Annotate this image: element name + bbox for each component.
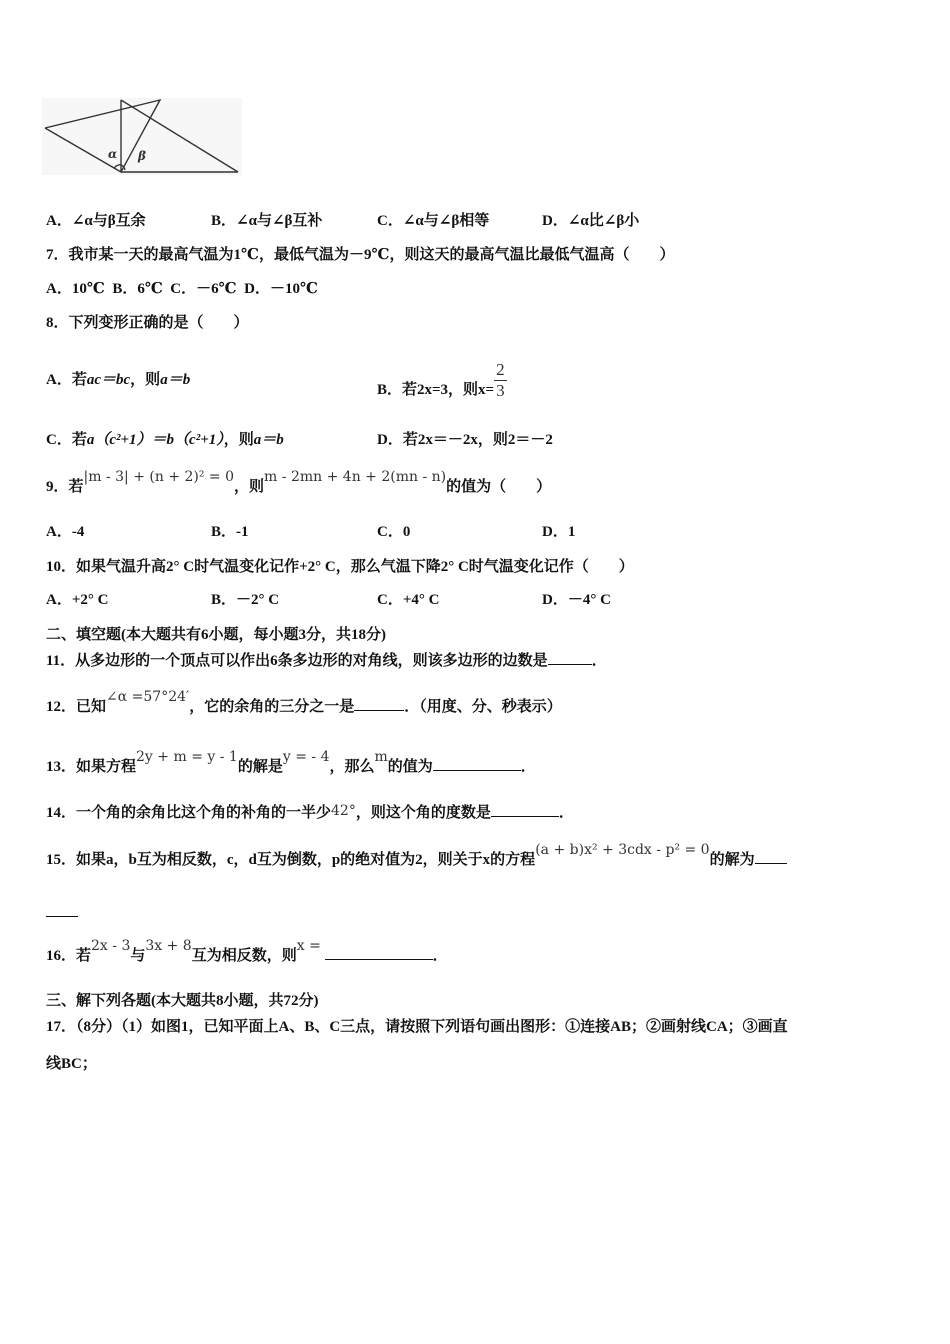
answer-blank[interactable] xyxy=(548,650,592,665)
text: ． xyxy=(520,759,536,775)
q16-text xyxy=(46,938,448,966)
math-expr: 3x + 8 xyxy=(145,938,192,954)
q9-text xyxy=(46,469,552,497)
section-2-heading: 二、填空题(本大题共有6小题，每小题3分，共18分) xyxy=(46,627,386,643)
option-b: B．-1 xyxy=(211,524,249,540)
option-a: A．-4 xyxy=(46,524,85,540)
text: 的值为 xyxy=(387,759,433,775)
q12-text xyxy=(46,689,562,717)
answer-blank[interactable] xyxy=(755,849,787,864)
option-c: C．0 xyxy=(377,524,411,540)
math-expr: 2x - 3 xyxy=(91,938,131,954)
q14-text xyxy=(46,802,574,823)
text: ． xyxy=(591,653,607,669)
answer-blank[interactable] xyxy=(491,802,559,817)
option-c: C．∠α与∠β相等 xyxy=(377,213,490,229)
alpha-label: α xyxy=(108,147,118,161)
q10-text: 10．如果气温升高2° C时气温变化记作+2° C，那么气温下降2° C时气温变化记作（ ） xyxy=(46,559,634,575)
fraction xyxy=(494,360,507,401)
option-d: D．∠α比∠β小 xyxy=(542,213,640,229)
option-c: C．+4° C xyxy=(377,592,440,608)
math-expr: x = xyxy=(296,938,321,954)
q17-line1: 17．（8分）（1）如图1，已知平面上A、B、C三点，请按照下列语句画出图形：①连接AB；②画射线CA；③画直 xyxy=(46,1019,788,1035)
text: ，则 xyxy=(223,432,254,448)
triangles-diagram xyxy=(42,98,242,175)
text: 15．如果a，b互为相反数，c，d互为倒数，p的绝对值为2，则关于x的方程 xyxy=(46,852,536,868)
math-expr: |m - 3| + (n + 2)² = 0 xyxy=(83,469,235,485)
math: ac＝bc xyxy=(86,372,131,388)
text: A．若 xyxy=(46,372,87,388)
text: 的解是 xyxy=(237,759,283,775)
q8-option-b xyxy=(377,360,507,411)
q15-blank-continued xyxy=(46,902,78,923)
option-a: A．10℃ xyxy=(46,281,105,297)
text: C．若 xyxy=(46,432,87,448)
q7-options xyxy=(46,279,318,299)
section-3-heading: 三、解下列各题(本大题共8小题，共72分) xyxy=(46,993,319,1009)
text: ，则 xyxy=(130,372,161,388)
q8-option-d: D．若2x＝－2x，则2＝－2 xyxy=(377,432,553,448)
text: 9．若 xyxy=(46,479,84,495)
math: a＝b xyxy=(253,432,284,448)
math-expr: (a + b)x² + 3cdx - p² = 0 xyxy=(535,842,710,858)
option-d: D．－4° C xyxy=(542,592,611,608)
text: 11．从多边形的一个顶点可以作出6条多边形的对角线，则该多边形的边数是 xyxy=(46,653,548,669)
text: 与 xyxy=(130,948,146,964)
math-expr: 42° xyxy=(331,803,356,819)
q13-text xyxy=(46,749,536,777)
option-d: D．－10℃ xyxy=(244,281,318,297)
q11-text xyxy=(46,650,607,671)
text: ，那么 xyxy=(329,759,375,775)
text: 16．若 xyxy=(46,948,92,964)
math-expr: 2y + m = y - 1 xyxy=(136,749,238,765)
q15-text xyxy=(46,842,787,870)
q17-line2: 线BC； xyxy=(46,1056,97,1072)
answer-blank[interactable] xyxy=(354,696,404,711)
text: 12．已知 xyxy=(46,699,107,715)
option-a: A．+2° C xyxy=(46,592,109,608)
q7-text: 7．我市某一天的最高气温为1℃，最低气温为－9℃，则这天的最高气温比最低气温高（ ） xyxy=(46,247,675,263)
beta-label: β xyxy=(138,149,146,163)
text: ． xyxy=(432,948,448,964)
text: B．若2x=3，则x= xyxy=(377,381,495,398)
text: ，则 xyxy=(234,479,265,495)
answer-blank[interactable] xyxy=(325,945,433,960)
option-b: B．∠α与∠β互补 xyxy=(211,213,323,229)
text: ． xyxy=(558,805,574,821)
answer-blank[interactable] xyxy=(46,902,78,917)
math: a（c²+1）＝b（c²+1） xyxy=(86,432,224,448)
angle-figure xyxy=(42,98,242,175)
text: ，它的余角的三分之一是 xyxy=(189,699,355,715)
q8-option-a xyxy=(46,370,190,390)
option-b: B．－2° C xyxy=(211,592,280,608)
option-b: B．6℃ xyxy=(112,281,163,297)
answer-blank[interactable] xyxy=(433,756,521,771)
math-expr: y = - 4 xyxy=(282,749,330,765)
text: 14．一个角的余角比这个角的补角的一半少 xyxy=(46,805,332,821)
math-expr: m - 2mn + 4n + 2(mn - n) xyxy=(264,469,447,485)
option-d: D．1 xyxy=(542,524,576,540)
denominator: 3 xyxy=(496,381,505,400)
text: 互为相反数，则 xyxy=(191,948,297,964)
math-expr: ∠α =57°24′ xyxy=(106,689,190,705)
q8-text: 8．下列变形正确的是（ ） xyxy=(46,315,249,331)
q8-option-c xyxy=(46,430,284,450)
math-expr: m xyxy=(374,749,388,765)
option-c: C．－6℃ xyxy=(170,281,237,297)
text: 的解为 xyxy=(709,852,755,868)
text: 的值为（ ） xyxy=(446,479,552,495)
text: ，则这个角的度数是 xyxy=(355,805,491,821)
text: 13．如果方程 xyxy=(46,759,137,775)
math: a＝b xyxy=(160,372,191,388)
numerator: 2 xyxy=(496,360,505,379)
option-a: A．∠α与β互余 xyxy=(46,213,146,229)
text: ．（用度、分、秒表示） xyxy=(404,699,562,715)
